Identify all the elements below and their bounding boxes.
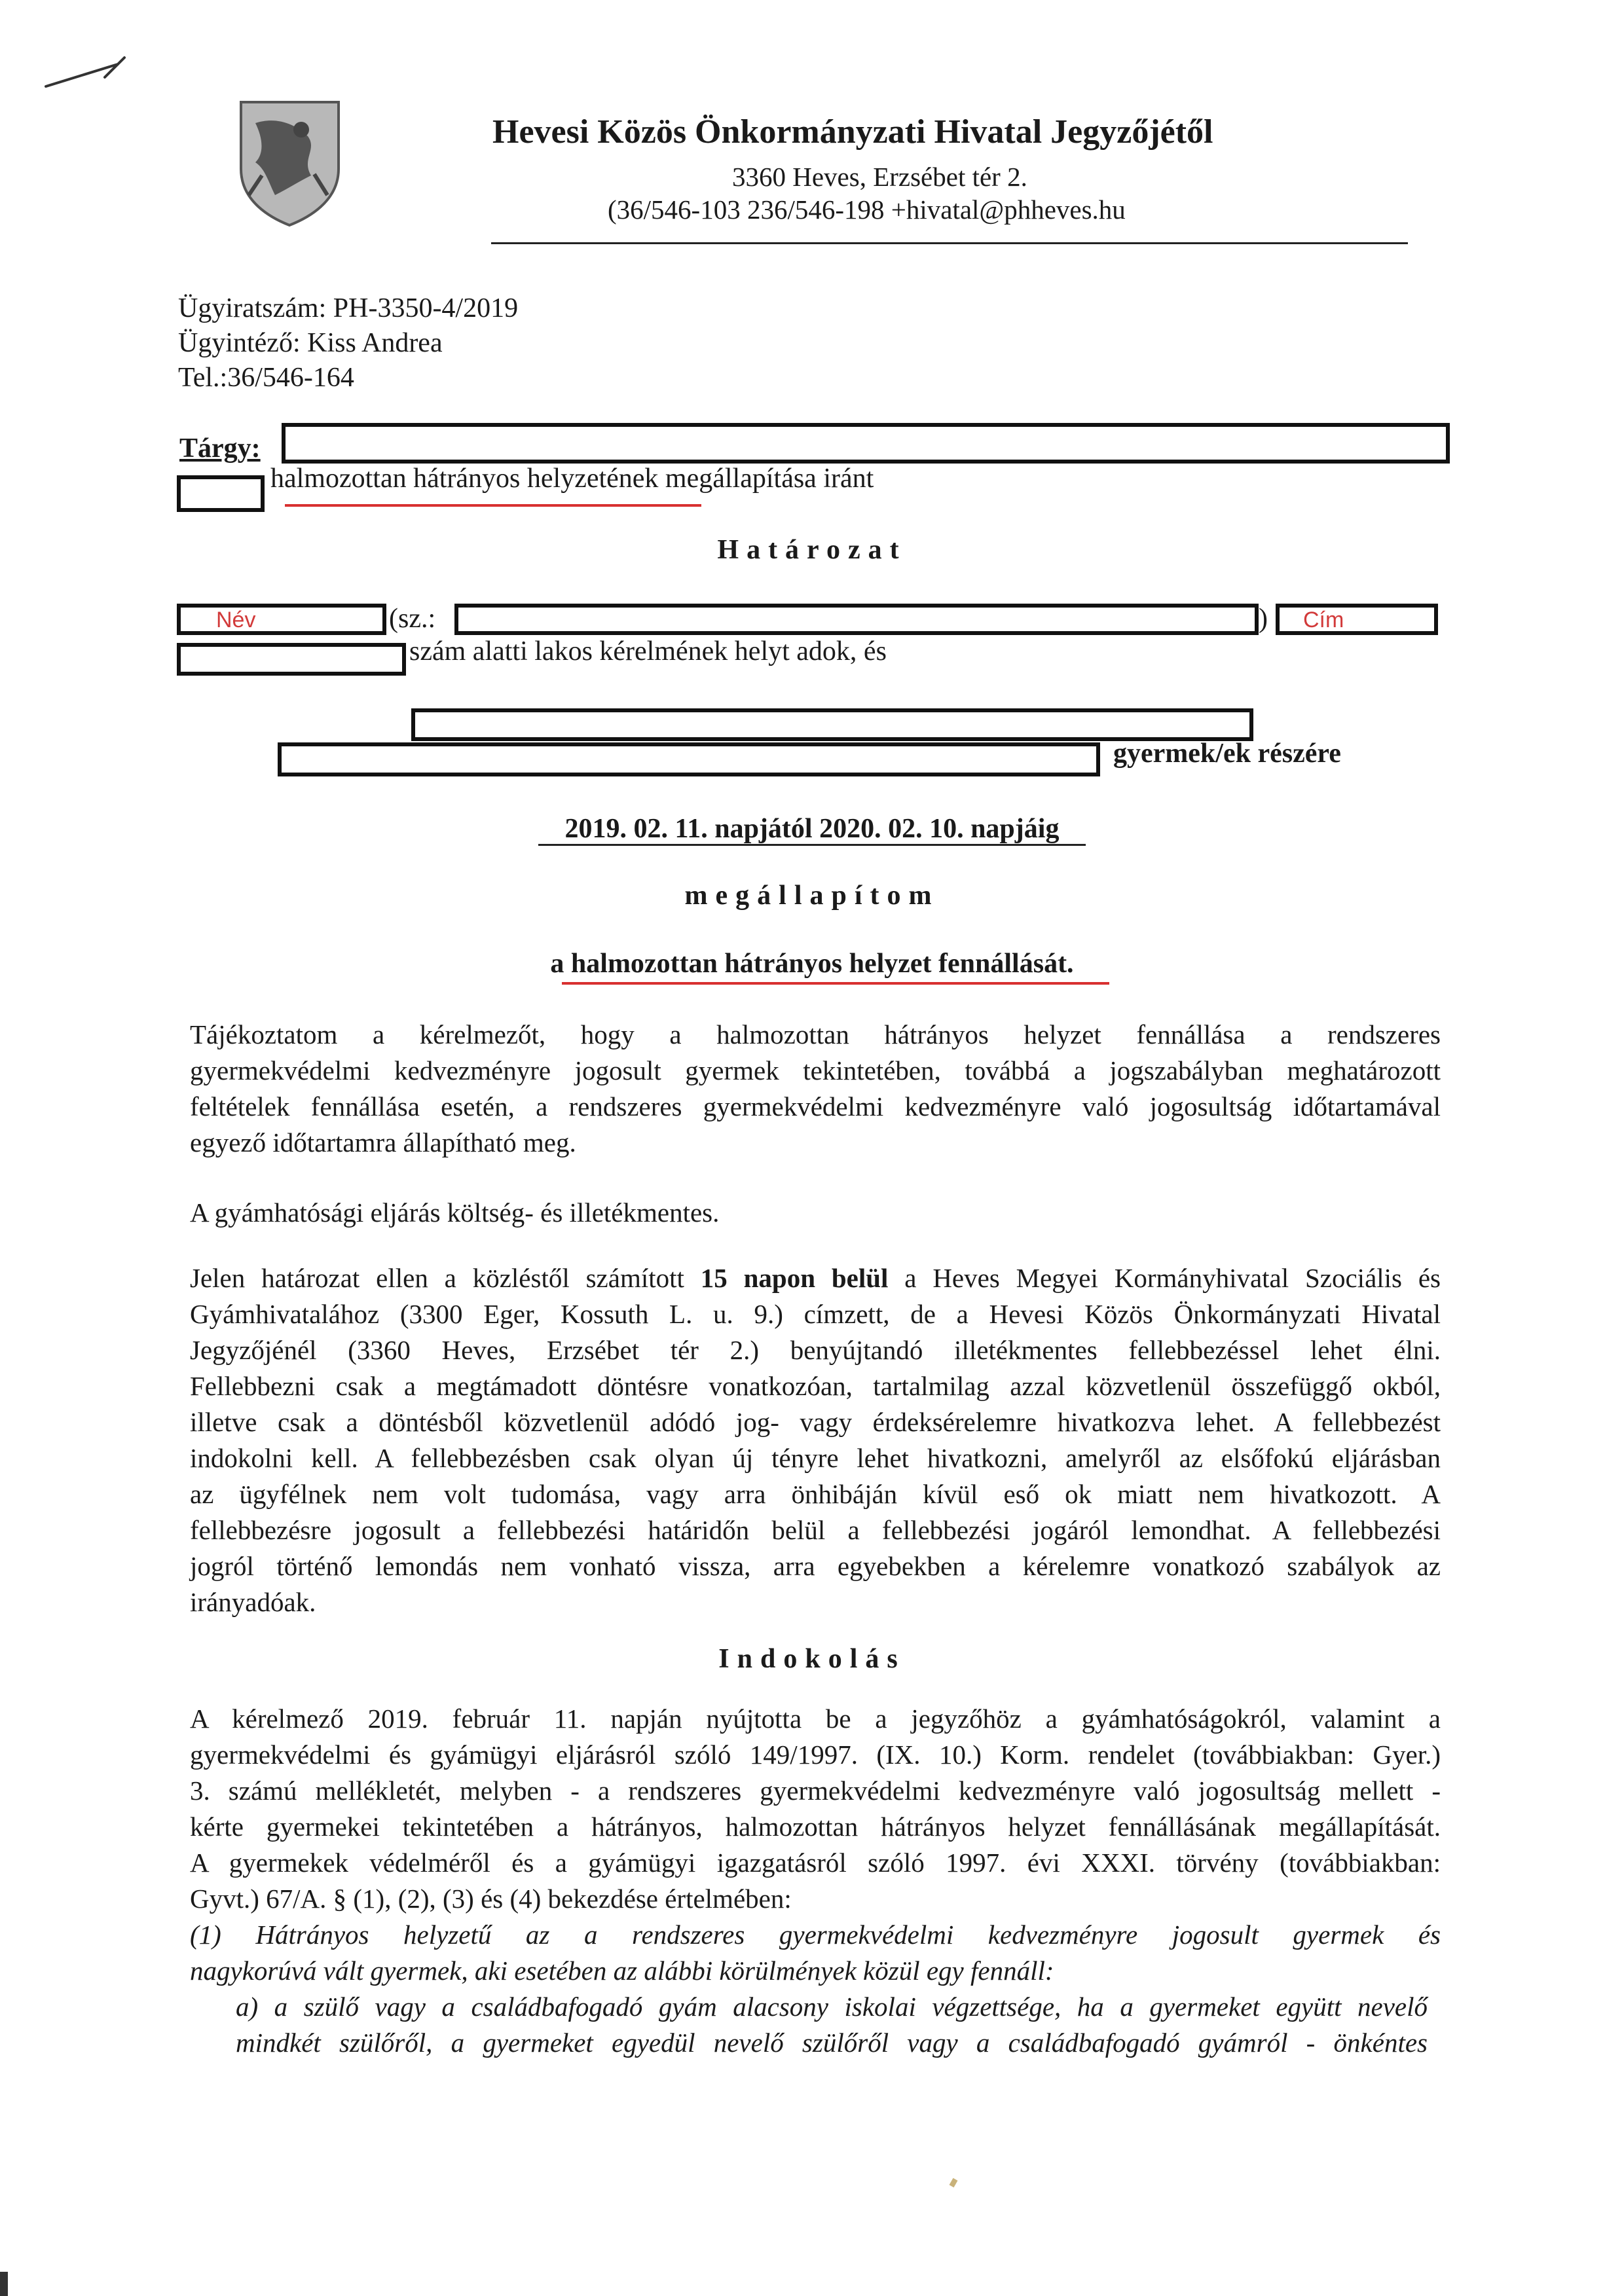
header-rule [491, 242, 1408, 244]
redacted-subject-small [177, 475, 265, 512]
appeal-paragraph [190, 1260, 1441, 1620]
law-paragraph-1 [190, 1917, 1441, 1989]
reasoning-line: A gyermekek védelméről és a gyámügyi igazgatásról szóló 1997. évi XXXI. törvény (továbbiakban: [190, 1848, 1441, 1878]
paren-close: ) [1259, 604, 1268, 634]
appeal-line: indokolni kell. A fellebbezésben csak olyan új tényre lehet hivatkozni, amelyről az elsőfokú eljárásban [190, 1443, 1441, 1473]
info-paragraph [190, 1017, 1441, 1161]
scan-edge-mark [0, 2272, 8, 2296]
redacted-name [177, 604, 386, 635]
appeal-line: irányadóak. [190, 1587, 316, 1617]
info-line: feltételek fennállása esetén, a rendszeres gyermekvédelmi kedvezményre való jogosultság időtartamával [190, 1091, 1441, 1121]
decision-period: 2019. 02. 11. napjától 2020. 02. 10. napjáig [564, 814, 1060, 844]
name-label: Név [216, 608, 256, 632]
appeal-line: jogról történő lemondás nem vonható vissza, arra egyebekben a kérelemre vonatkozó szabályok az [190, 1551, 1441, 1581]
law-line: nagykorúvá vált gyermek, aki esetében az alábbi körülmények közül egy fennáll: [190, 1956, 1054, 1986]
appeal-line: az ügyfélnek nem volt tudomása, vagy arra önhibáján kívül eső ok miatt nem hivatkozott. A [190, 1479, 1441, 1509]
appeal-line: Gyámhivatalához (3300 Eger, Kossuth L. u. 9.) címzett, de a Hevesi Közös Önkormányzati Hivatal [190, 1299, 1441, 1329]
law-paragraph-a [236, 1989, 1428, 2061]
fee-text: A gyámhatósági eljárás költség- és illetékmentes. [190, 1197, 720, 1228]
decision-finding: a halmozottan hátrányos helyzet fennállását. [550, 949, 1074, 979]
info-line: gyermekvédelmi kedvezményre jogosult gyermek tekintetében, továbbá a jogszabályban meghatározott [190, 1055, 1441, 1085]
case-number: Ügyiratszám: PH-3350-4/2019 [178, 293, 519, 323]
decision-heading: Határozat [717, 535, 907, 565]
pen-mark [39, 46, 131, 105]
law-line: mindkét szülőről, a gyermeket egyedül nevelő szülőről vagy a családbafogadó gyámról - önkéntes [236, 2028, 1428, 2058]
info-line: egyező időtartamra állapítható meg. [190, 1127, 576, 1157]
office-title: Hevesi Közös Önkormányzati Hivatal Jegyzőjétől [492, 113, 1213, 151]
redacted-subject-name [282, 423, 1450, 464]
subject-underline [285, 504, 701, 507]
appeal-line: Jelen határozat ellen a közléstől számított 15 napon belül a Heves Megyei Kormányhivatal Szociális és [190, 1263, 1441, 1293]
appeal-line: illetve csak a döntésből közvetlenül adódó jog- vagy érdeksérelemre hivatkozva lehet. A fellebbezést [190, 1407, 1441, 1437]
children-text: gyermek/ek részére [1113, 738, 1341, 769]
subject-label: Tárgy: [179, 433, 261, 464]
appeal-line: Jegyzőjénél (3360 Heves, Erzsébet tér 2.) benyújtandó illetékmentes fellebbezéssel lehet élni. [190, 1335, 1441, 1365]
reasoning-line: Gyvt.) 67/A. § (1), (2), (3) és (4) bekezdése értelmében: [190, 1884, 792, 1914]
appeal-deadline: 15 napon belül [700, 1263, 889, 1293]
sz-label: (sz.: [389, 604, 436, 634]
reasoning-line: gyermekvédelmi és gyámügyi eljárásról szóló 149/1997. (IX. 10.) Korm. rendelet (továbbiakban: Gyer.) [190, 1740, 1441, 1770]
stray-mark [950, 2178, 958, 2187]
subject-text: halmozottan hátrányos helyzetének megállapítása iránt [270, 464, 874, 494]
clerk-name: Ügyintéző: Kiss Andrea [178, 328, 443, 358]
office-contact: (36/546-103 236/546-198 +hivatal@phheves.hu [608, 194, 1126, 225]
establish-heading: megállapítom [684, 881, 940, 911]
office-address: 3360 Heves, Erzsébet tér 2. [732, 162, 1027, 192]
reasoning-line: 3. számú mellékletét, melyben - a rendszeres gyermekvédelmi kedvezményre való jogosultság mellett - [190, 1776, 1441, 1806]
info-line: Tájékoztatom a kérelmezőt, hogy a halmozottan hátrányos helyzet fennállása a rendszeres [190, 1019, 1441, 1049]
redacted-child-1 [411, 708, 1253, 741]
redacted-child-2 [278, 742, 1100, 776]
clerk-phone: Tel.:36/546-164 [178, 363, 354, 393]
reasoning-line: kérte gyermekei tekintetében a hátrányos, halmozottan hátrányos helyzet fennállásának megállapítását. [190, 1812, 1441, 1842]
redacted-address-2 [177, 643, 406, 676]
law-line: a) a szülő vagy a családbafogadó gyám alacsony iskolai végzettsége, ha a gyermeket együtt nevelő [236, 1992, 1428, 2022]
resident-text: szám alatti lakos kérelmének helyt adok, és [409, 636, 887, 666]
law-line: (1) Hátrányos helyzetű az a rendszeres gyermekvédelmi kedvezményre jogosult gyermek és [190, 1920, 1441, 1950]
reasoning-paragraph [190, 1701, 1441, 1917]
finding-underline [562, 982, 1109, 985]
reasoning-line: A kérelmező 2019. február 11. napján nyújtotta be a jegyzőhöz a gyámhatóságokról, valamint a [190, 1704, 1441, 1734]
appeal-line: fellebbezésre jogosult a fellebbezési határidőn belül a fellebbezési jogáról lemondhat. A fellebbezési [190, 1515, 1441, 1545]
appeal-line: Fellebbezni csak a megtámadott döntésre vonatkozóan, tartalmilag azzal közvetlenül összefüggő okból, [190, 1371, 1441, 1401]
address-label: Cím [1303, 608, 1344, 632]
redacted-address [1276, 604, 1438, 635]
period-underline [538, 844, 1086, 846]
redacted-id [454, 604, 1259, 635]
reasoning-heading: Indokolás [718, 1644, 906, 1674]
coat-of-arms-icon [236, 97, 344, 228]
